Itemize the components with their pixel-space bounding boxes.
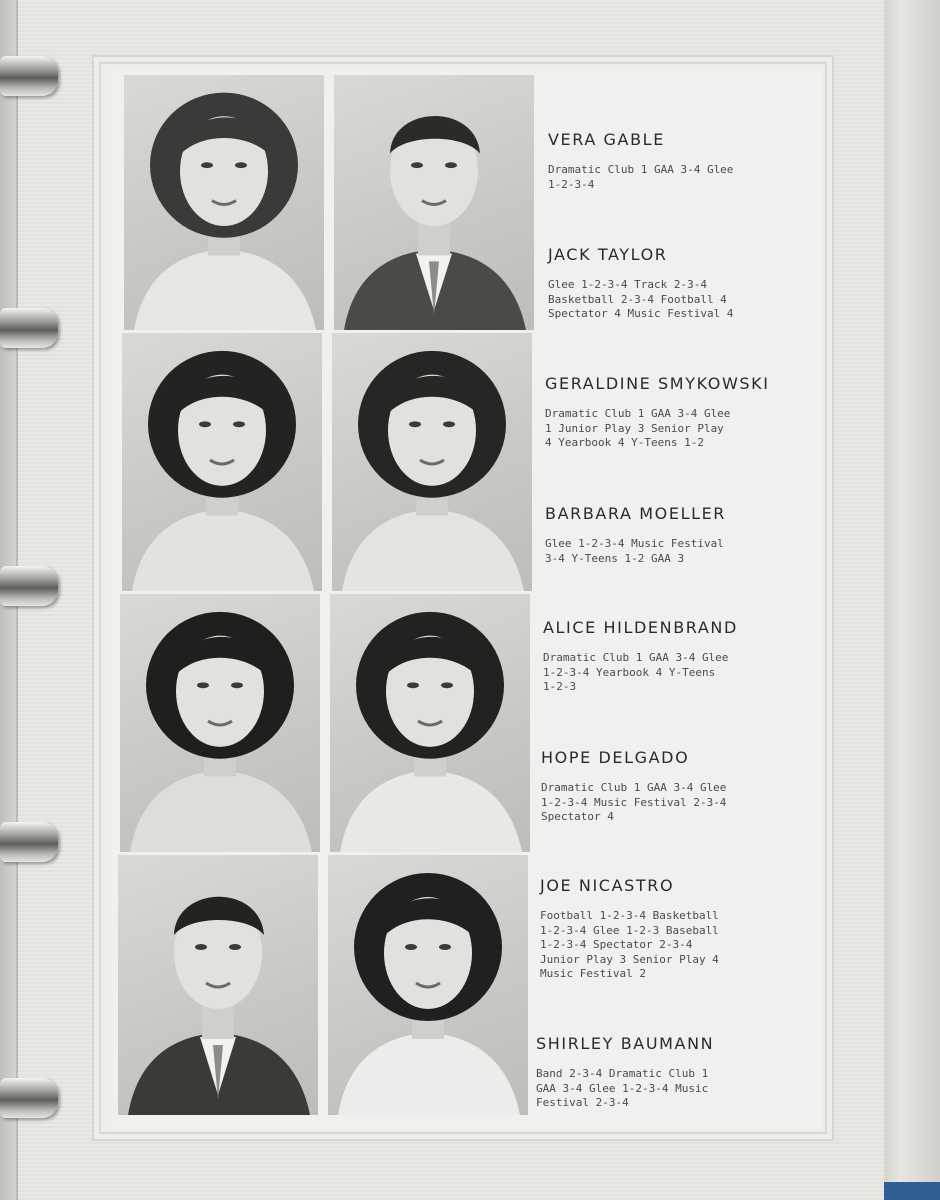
student-name: HOPE DELGADO <box>541 748 690 767</box>
portrait-photo <box>334 75 534 330</box>
student-activities: Glee 1-2-3-4 Track 2-3-4 Basketball 2-3-4 Football 4 Spectator 4 Music Festival 4 <box>548 278 734 321</box>
eye-shape <box>411 162 423 168</box>
student-activities: Football 1-2-3-4 Basketball 1-2-3-4 Glee 1-2-3 Baseball 1-2-3-4 Spectator 2-3-4 Junior Play 3 Senior Play 4 Music Festival 2 <box>540 909 719 981</box>
eye-shape <box>409 421 421 427</box>
student-name: GERALDINE SMYKOWSKI <box>545 374 770 393</box>
portrait-figure <box>118 855 318 1115</box>
student-name: SHIRLEY BAUMANN <box>536 1034 715 1053</box>
portrait-figure <box>332 333 532 591</box>
portrait-photo <box>328 855 528 1115</box>
portrait-photo <box>330 594 530 852</box>
eye-shape <box>441 682 453 688</box>
student-name: BARBARA MOELLER <box>545 504 727 523</box>
cover-corner <box>884 1182 940 1200</box>
eye-shape <box>235 162 247 168</box>
eye-shape <box>199 421 211 427</box>
eye-shape <box>229 944 241 950</box>
binder-ring-3 <box>0 566 58 606</box>
student-activities: Dramatic Club 1 GAA 3-4 Glee 1-2-3-4 Music Festival 2-3-4 Spectator 4 <box>541 781 727 824</box>
portrait-figure <box>330 594 530 852</box>
portrait-figure <box>122 333 322 591</box>
student-entry <box>543 618 738 695</box>
student-name: VERA GABLE <box>548 130 665 149</box>
portrait-photo <box>118 855 318 1115</box>
student-name: ALICE HILDENBRAND <box>543 618 738 637</box>
portrait-figure <box>334 75 534 330</box>
portrait-photo <box>122 333 322 591</box>
portrait-photo <box>124 75 324 330</box>
clothing-shape <box>342 510 524 591</box>
portrait-figure <box>328 855 528 1115</box>
student-activities: Dramatic Club 1 GAA 3-4 Glee 1 Junior Play 3 Senior Play 4 Yearbook 4 Y-Teens 1-2 <box>545 407 731 450</box>
portrait-photo <box>120 594 320 852</box>
eye-shape <box>195 944 207 950</box>
student-entry <box>545 504 726 566</box>
student-name: JOE NICASTRO <box>540 876 675 895</box>
student-activities: Glee 1-2-3-4 Music Festival 3-4 Y-Teens 1-2 GAA 3 <box>545 537 724 565</box>
eye-shape <box>231 682 243 688</box>
student-entry <box>536 1034 714 1111</box>
eye-shape <box>443 421 455 427</box>
clothing-shape <box>338 1033 520 1115</box>
eye-shape <box>405 944 417 950</box>
student-activities: Dramatic Club 1 GAA 3-4 Glee 1-2-3-4 <box>548 163 734 191</box>
clothing-shape <box>340 771 522 852</box>
student-entry <box>545 374 770 451</box>
clothing-shape <box>132 510 314 591</box>
portrait-photo <box>332 333 532 591</box>
binder-ring-2 <box>0 308 58 348</box>
student-entry <box>540 876 719 982</box>
clothing-shape <box>134 250 316 330</box>
eye-shape <box>407 682 419 688</box>
student-activities: Dramatic Club 1 GAA 3-4 Glee 1-2-3-4 Yearbook 4 Y-Teens 1-2-3 <box>543 651 729 694</box>
student-entry <box>548 245 733 322</box>
student-name: JACK TAYLOR <box>548 245 668 264</box>
eye-shape <box>439 944 451 950</box>
binder-ring-5 <box>0 1078 58 1118</box>
binder-ring-1 <box>0 56 58 96</box>
student-entry <box>548 130 733 192</box>
eye-shape <box>445 162 457 168</box>
clothing-shape <box>130 771 312 852</box>
eye-shape <box>197 682 209 688</box>
eye-shape <box>233 421 245 427</box>
binder-ring-4 <box>0 822 58 862</box>
page-edge <box>884 0 940 1200</box>
portrait-figure <box>120 594 320 852</box>
student-entry <box>541 748 726 825</box>
eye-shape <box>201 162 213 168</box>
student-activities: Band 2-3-4 Dramatic Club 1 GAA 3-4 Glee 1-2-3-4 Music Festival 2-3-4 <box>536 1067 709 1110</box>
portrait-figure <box>124 75 324 330</box>
